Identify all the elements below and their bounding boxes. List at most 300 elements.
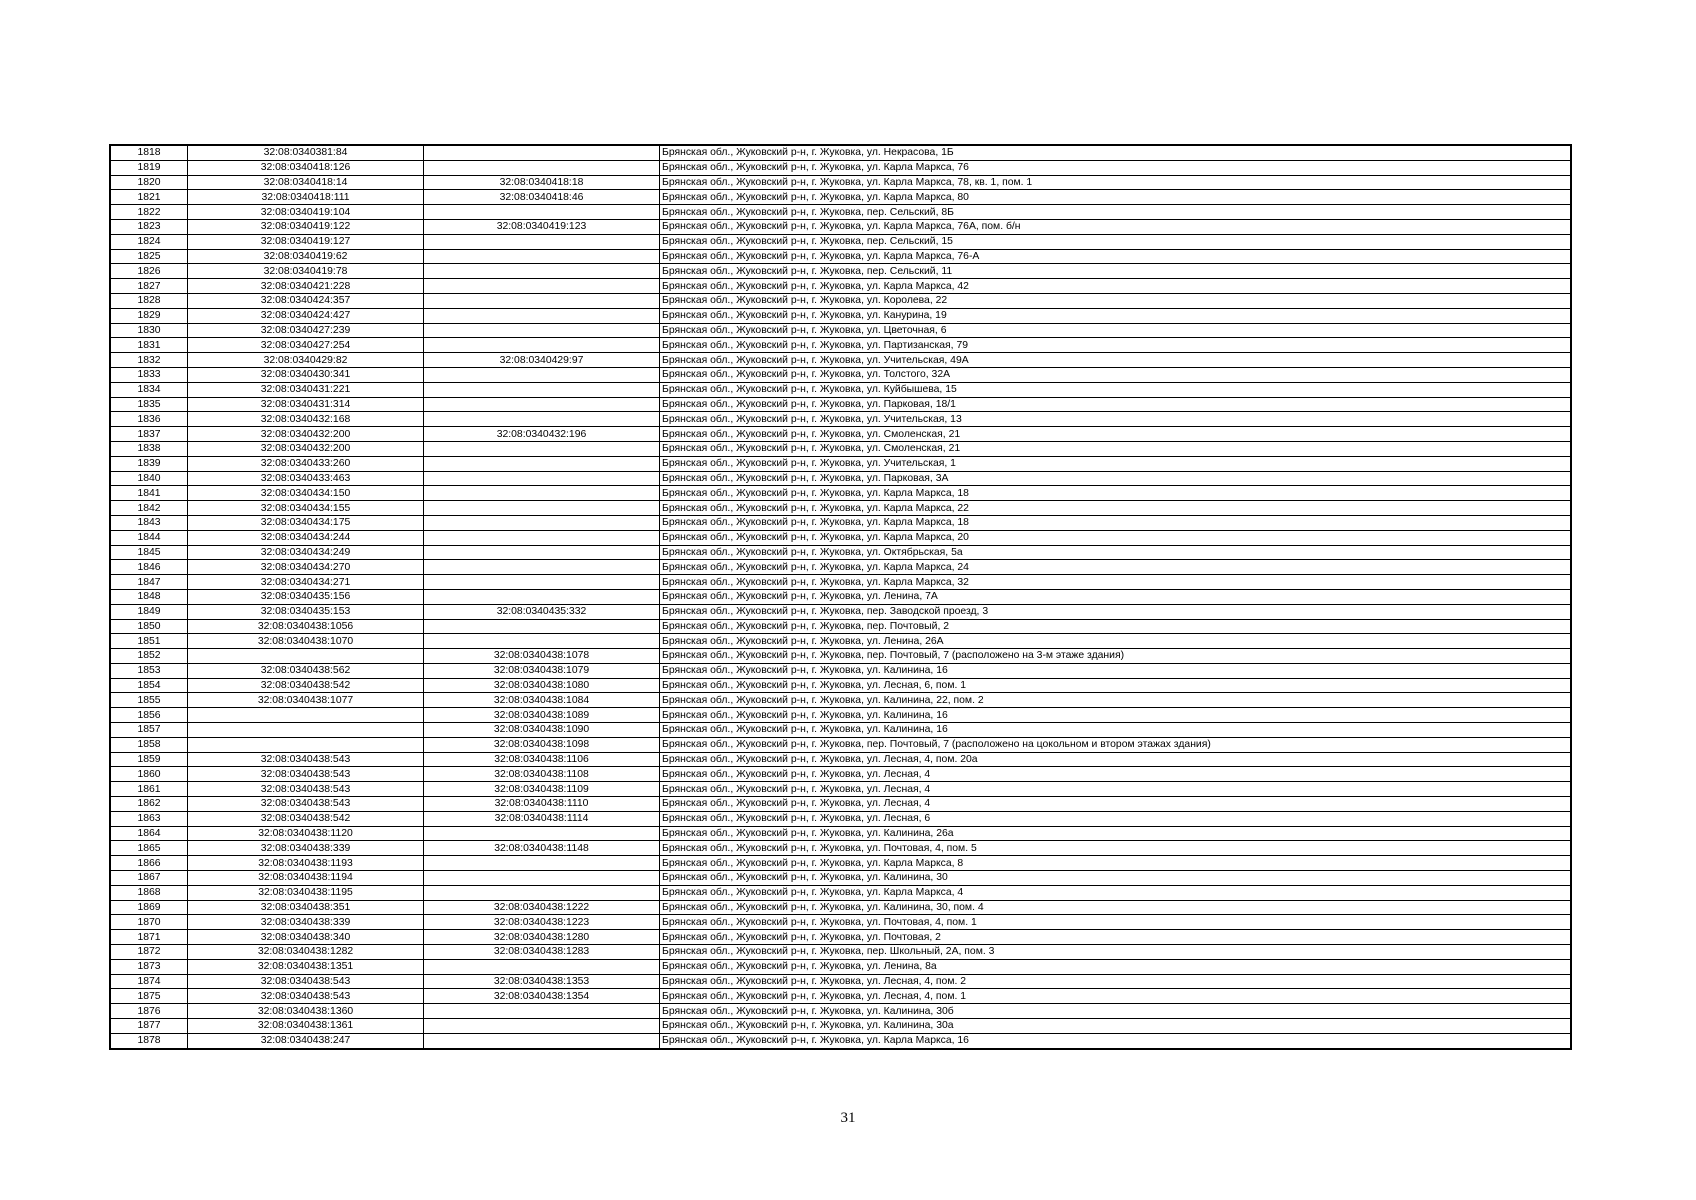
address-cell: Брянская обл., Жуковский р-н, г. Жуковка, ул. Карла Маркса, 18	[660, 515, 1572, 530]
row-number-cell: 1839	[110, 456, 188, 471]
address-cell: Брянская обл., Жуковский р-н, г. Жуковка, ул. Учительская, 1	[660, 456, 1572, 471]
table-row	[110, 974, 1571, 989]
row-number-cell: 1838	[110, 441, 188, 456]
object-cadastral-number-cell	[424, 234, 660, 249]
object-cadastral-number-cell	[424, 871, 660, 886]
address-cell: Брянская обл., Жуковский р-н, г. Жуковка, ул. Лесная, 4, пом. 1	[660, 989, 1572, 1004]
address-cell: Брянская обл., Жуковский р-н, г. Жуковка, пер. Почтовый, 7 (расположено на 3-м этаже здания)	[660, 649, 1572, 664]
address-cell: Брянская обл., Жуковский р-н, г. Жуковка, ул. Калинина, 26а	[660, 826, 1572, 841]
object-cadastral-number-cell: 32:08:0340429:97	[424, 353, 660, 368]
object-cadastral-number-cell: 32:08:0340438:1106	[424, 752, 660, 767]
address-cell: Брянская обл., Жуковский р-н, г. Жуковка, ул. Лесная, 6	[660, 811, 1572, 826]
row-number-cell: 1854	[110, 678, 188, 693]
table-row	[110, 545, 1571, 560]
land-cadastral-number-cell: 32:08:0340432:200	[188, 427, 424, 442]
object-cadastral-number-cell	[424, 471, 660, 486]
table-row	[110, 900, 1571, 915]
land-cadastral-number-cell: 32:08:0340434:270	[188, 560, 424, 575]
object-cadastral-number-cell	[424, 515, 660, 530]
land-cadastral-number-cell	[188, 708, 424, 723]
land-cadastral-number-cell: 32:08:0340438:1077	[188, 693, 424, 708]
row-number-cell: 1851	[110, 634, 188, 649]
object-cadastral-number-cell	[424, 589, 660, 604]
address-cell: Брянская обл., Жуковский р-н, г. Жуковка, ул. Некрасова, 1Б	[660, 145, 1572, 160]
land-cadastral-number-cell: 32:08:0340381:84	[188, 145, 424, 160]
address-cell: Брянская обл., Жуковский р-н, г. Жуковка, ул. Лесная, 4	[660, 782, 1572, 797]
row-number-cell: 1846	[110, 560, 188, 575]
land-cadastral-number-cell: 32:08:0340424:357	[188, 293, 424, 308]
land-cadastral-number-cell: 32:08:0340438:1361	[188, 1019, 424, 1034]
table-row	[110, 293, 1571, 308]
object-cadastral-number-cell	[424, 634, 660, 649]
table-row	[110, 945, 1571, 960]
address-cell: Брянская обл., Жуковский р-н, г. Жуковка, ул. Толстого, 32А	[660, 367, 1572, 382]
table-row	[110, 619, 1571, 634]
land-cadastral-number-cell: 32:08:0340438:542	[188, 678, 424, 693]
land-cadastral-number-cell: 32:08:0340438:339	[188, 841, 424, 856]
table-row	[110, 1004, 1571, 1019]
row-number-cell: 1862	[110, 797, 188, 812]
object-cadastral-number-cell: 32:08:0340438:1110	[424, 797, 660, 812]
address-cell: Брянская обл., Жуковский р-н, г. Жуковка, ул. Ленина, 7А	[660, 589, 1572, 604]
object-cadastral-number-cell	[424, 308, 660, 323]
address-cell: Брянская обл., Жуковский р-н, г. Жуковка, ул. Карла Маркса, 24	[660, 560, 1572, 575]
table-row	[110, 811, 1571, 826]
address-cell: Брянская обл., Жуковский р-н, г. Жуковка, пер. Сельский, 11	[660, 264, 1572, 279]
row-number-cell: 1868	[110, 885, 188, 900]
address-cell: Брянская обл., Жуковский р-н, г. Жуковка, ул. Карла Маркса, 78, кв. 1, пом. 1	[660, 175, 1572, 190]
row-number-cell: 1867	[110, 871, 188, 886]
object-cadastral-number-cell: 32:08:0340438:1114	[424, 811, 660, 826]
address-cell: Брянская обл., Жуковский р-н, г. Жуковка, ул. Королева, 22	[660, 293, 1572, 308]
land-cadastral-number-cell: 32:08:0340434:244	[188, 530, 424, 545]
address-cell: Брянская обл., Жуковский р-н, г. Жуковка, ул. Карла Маркса, 4	[660, 885, 1572, 900]
land-cadastral-number-cell: 32:08:0340438:1070	[188, 634, 424, 649]
land-cadastral-number-cell: 32:08:0340438:543	[188, 989, 424, 1004]
address-cell: Брянская обл., Жуковский р-н, г. Жуковка, ул. Канурина, 19	[660, 308, 1572, 323]
land-cadastral-number-cell: 32:08:0340438:1120	[188, 826, 424, 841]
object-cadastral-number-cell	[424, 441, 660, 456]
row-number-cell: 1874	[110, 974, 188, 989]
table-row	[110, 205, 1571, 220]
land-cadastral-number-cell: 32:08:0340418:14	[188, 175, 424, 190]
land-cadastral-number-cell: 32:08:0340438:247	[188, 1033, 424, 1048]
address-cell: Брянская обл., Жуковский р-н, г. Жуковка, ул. Карла Маркса, 8	[660, 856, 1572, 871]
land-cadastral-number-cell: 32:08:0340438:1360	[188, 1004, 424, 1019]
address-cell: Брянская обл., Жуковский р-н, г. Жуковка, ул. Октябрьская, 5а	[660, 545, 1572, 560]
object-cadastral-number-cell	[424, 501, 660, 516]
row-number-cell: 1856	[110, 708, 188, 723]
table-row	[110, 219, 1571, 234]
object-cadastral-number-cell: 32:08:0340438:1080	[424, 678, 660, 693]
row-number-cell: 1864	[110, 826, 188, 841]
table-row	[110, 589, 1571, 604]
row-number-cell: 1830	[110, 323, 188, 338]
address-cell: Брянская обл., Жуковский р-н, г. Жуковка, ул. Калинина, 16	[660, 708, 1572, 723]
address-cell: Брянская обл., Жуковский р-н, г. Жуковка, ул. Карла Маркса, 32	[660, 575, 1572, 590]
land-cadastral-number-cell: 32:08:0340419:122	[188, 219, 424, 234]
table-row	[110, 915, 1571, 930]
row-number-cell: 1870	[110, 915, 188, 930]
land-cadastral-number-cell: 32:08:0340430:341	[188, 367, 424, 382]
object-cadastral-number-cell	[424, 856, 660, 871]
land-cadastral-number-cell: 32:08:0340438:542	[188, 811, 424, 826]
table-row	[110, 145, 1571, 160]
row-number-cell: 1869	[110, 900, 188, 915]
table-row	[110, 604, 1571, 619]
address-cell: Брянская обл., Жуковский р-н, г. Жуковка, пер. Сельский, 15	[660, 234, 1572, 249]
land-cadastral-number-cell: 32:08:0340419:127	[188, 234, 424, 249]
address-cell: Брянская обл., Жуковский р-н, г. Жуковка, ул. Калинина, 16	[660, 723, 1572, 738]
object-cadastral-number-cell	[424, 397, 660, 412]
land-cadastral-number-cell: 32:08:0340438:340	[188, 930, 424, 945]
table-row	[110, 767, 1571, 782]
table-row	[110, 323, 1571, 338]
row-number-cell: 1836	[110, 412, 188, 427]
land-cadastral-number-cell: 32:08:0340438:1351	[188, 959, 424, 974]
table-row	[110, 382, 1571, 397]
table-row	[110, 353, 1571, 368]
address-cell: Брянская обл., Жуковский р-н, г. Жуковка, ул. Почтовая, 4, пом. 1	[660, 915, 1572, 930]
table-row	[110, 190, 1571, 205]
table-row	[110, 279, 1571, 294]
row-number-cell: 1819	[110, 160, 188, 175]
address-cell: Брянская обл., Жуковский р-н, г. Жуковка, ул. Почтовая, 2	[660, 930, 1572, 945]
land-cadastral-number-cell: 32:08:0340424:427	[188, 308, 424, 323]
row-number-cell: 1873	[110, 959, 188, 974]
land-cadastral-number-cell: 32:08:0340438:543	[188, 767, 424, 782]
land-cadastral-number-cell: 32:08:0340427:239	[188, 323, 424, 338]
row-number-cell: 1825	[110, 249, 188, 264]
land-cadastral-number-cell: 32:08:0340434:150	[188, 486, 424, 501]
row-number-cell: 1860	[110, 767, 188, 782]
address-cell: Брянская обл., Жуковский р-н, г. Жуковка, ул. Карла Маркса, 20	[660, 530, 1572, 545]
land-cadastral-number-cell: 32:08:0340433:260	[188, 456, 424, 471]
land-cadastral-number-cell: 32:08:0340438:1282	[188, 945, 424, 960]
object-cadastral-number-cell	[424, 619, 660, 634]
land-cadastral-number-cell: 32:08:0340434:249	[188, 545, 424, 560]
table-row	[110, 1033, 1571, 1048]
object-cadastral-number-cell	[424, 456, 660, 471]
object-cadastral-number-cell	[424, 145, 660, 160]
object-cadastral-number-cell	[424, 560, 660, 575]
address-cell: Брянская обл., Жуковский р-н, г. Жуковка, ул. Парковая, 3А	[660, 471, 1572, 486]
table-row	[110, 338, 1571, 353]
row-number-cell: 1872	[110, 945, 188, 960]
table-row	[110, 885, 1571, 900]
land-cadastral-number-cell: 32:08:0340421:228	[188, 279, 424, 294]
row-number-cell: 1855	[110, 693, 188, 708]
row-number-cell: 1853	[110, 663, 188, 678]
table-row	[110, 1019, 1571, 1034]
object-cadastral-number-cell: 32:08:0340438:1078	[424, 649, 660, 664]
table-row	[110, 308, 1571, 323]
land-cadastral-number-cell: 32:08:0340438:543	[188, 752, 424, 767]
row-number-cell: 1840	[110, 471, 188, 486]
address-cell: Брянская обл., Жуковский р-н, г. Жуковка, ул. Калинина, 30	[660, 871, 1572, 886]
table-row	[110, 663, 1571, 678]
land-cadastral-number-cell: 32:08:0340433:463	[188, 471, 424, 486]
land-cadastral-number-cell: 32:08:0340438:1194	[188, 871, 424, 886]
address-cell: Брянская обл., Жуковский р-н, г. Жуковка, пер. Школьный, 2А, пом. 3	[660, 945, 1572, 960]
object-cadastral-number-cell	[424, 205, 660, 220]
object-cadastral-number-cell: 32:08:0340438:1223	[424, 915, 660, 930]
row-number-cell: 1858	[110, 737, 188, 752]
table-row	[110, 856, 1571, 871]
object-cadastral-number-cell: 32:08:0340438:1079	[424, 663, 660, 678]
land-cadastral-number-cell: 32:08:0340418:126	[188, 160, 424, 175]
address-cell: Брянская обл., Жуковский р-н, г. Жуковка, ул. Смоленская, 21	[660, 427, 1572, 442]
object-cadastral-number-cell: 32:08:0340435:332	[424, 604, 660, 619]
table-row	[110, 841, 1571, 856]
land-cadastral-number-cell	[188, 723, 424, 738]
table-row	[110, 456, 1571, 471]
address-cell: Брянская обл., Жуковский р-н, г. Жуковка, ул. Карла Маркса, 76	[660, 160, 1572, 175]
object-cadastral-number-cell	[424, 293, 660, 308]
object-cadastral-number-cell: 32:08:0340438:1354	[424, 989, 660, 1004]
land-cadastral-number-cell: 32:08:0340431:221	[188, 382, 424, 397]
object-cadastral-number-cell	[424, 338, 660, 353]
row-number-cell: 1865	[110, 841, 188, 856]
table-row	[110, 723, 1571, 738]
object-cadastral-number-cell: 32:08:0340419:123	[424, 219, 660, 234]
table-row	[110, 530, 1571, 545]
land-cadastral-number-cell: 32:08:0340419:78	[188, 264, 424, 279]
object-cadastral-number-cell	[424, 1019, 660, 1034]
address-cell: Брянская обл., Жуковский р-н, г. Жуковка, ул. Карла Маркса, 18	[660, 486, 1572, 501]
row-number-cell: 1847	[110, 575, 188, 590]
address-cell: Брянская обл., Жуковский р-н, г. Жуковка, ул. Партизанская, 79	[660, 338, 1572, 353]
table-row	[110, 560, 1571, 575]
object-cadastral-number-cell: 32:08:0340438:1148	[424, 841, 660, 856]
land-cadastral-number-cell: 32:08:0340438:543	[188, 782, 424, 797]
page-number: 31	[840, 1110, 856, 1126]
row-number-cell: 1841	[110, 486, 188, 501]
row-number-cell: 1821	[110, 190, 188, 205]
row-number-cell: 1877	[110, 1019, 188, 1034]
row-number-cell: 1820	[110, 175, 188, 190]
address-cell: Брянская обл., Жуковский р-н, г. Жуковка, ул. Калинина, 30, пом. 4	[660, 900, 1572, 915]
address-cell: Брянская обл., Жуковский р-н, г. Жуковка, ул. Лесная, 4, пом. 20а	[660, 752, 1572, 767]
table-row	[110, 249, 1571, 264]
row-number-cell: 1875	[110, 989, 188, 1004]
row-number-cell: 1834	[110, 382, 188, 397]
object-cadastral-number-cell	[424, 530, 660, 545]
address-cell: Брянская обл., Жуковский р-н, г. Жуковка, пер. Заводской проезд, 3	[660, 604, 1572, 619]
land-cadastral-number-cell: 32:08:0340438:1056	[188, 619, 424, 634]
land-cadastral-number-cell: 32:08:0340432:200	[188, 441, 424, 456]
row-number-cell: 1876	[110, 1004, 188, 1019]
address-cell: Брянская обл., Жуковский р-н, г. Жуковка, ул. Смоленская, 21	[660, 441, 1572, 456]
land-cadastral-number-cell: 32:08:0340432:168	[188, 412, 424, 427]
row-number-cell: 1859	[110, 752, 188, 767]
table-row	[110, 693, 1571, 708]
object-cadastral-number-cell	[424, 367, 660, 382]
address-cell: Брянская обл., Жуковский р-н, г. Жуковка, ул. Калинина, 30б	[660, 1004, 1572, 1019]
land-cadastral-number-cell	[188, 649, 424, 664]
land-cadastral-number-cell: 32:08:0340438:1193	[188, 856, 424, 871]
object-cadastral-number-cell	[424, 826, 660, 841]
row-number-cell: 1863	[110, 811, 188, 826]
table-row	[110, 486, 1571, 501]
land-cadastral-number-cell: 32:08:0340438:351	[188, 900, 424, 915]
row-number-cell: 1849	[110, 604, 188, 619]
table-row	[110, 737, 1571, 752]
object-cadastral-number-cell	[424, 545, 660, 560]
row-number-cell: 1833	[110, 367, 188, 382]
row-number-cell: 1842	[110, 501, 188, 516]
address-cell: Брянская обл., Жуковский р-н, г. Жуковка, ул. Ленина, 26А	[660, 634, 1572, 649]
land-cadastral-number-cell: 32:08:0340418:111	[188, 190, 424, 205]
row-number-cell: 1826	[110, 264, 188, 279]
address-cell: Брянская обл., Жуковский р-н, г. Жуковка, ул. Калинина, 22, пом. 2	[660, 693, 1572, 708]
address-cell: Брянская обл., Жуковский р-н, г. Жуковка, ул. Учительская, 49А	[660, 353, 1572, 368]
land-cadastral-number-cell: 32:08:0340434:271	[188, 575, 424, 590]
table-row	[110, 871, 1571, 886]
table-row	[110, 441, 1571, 456]
table-row	[110, 501, 1571, 516]
address-cell: Брянская обл., Жуковский р-н, г. Жуковка, ул. Калинина, 16	[660, 663, 1572, 678]
address-cell: Брянская обл., Жуковский р-н, г. Жуковка, ул. Калинина, 30а	[660, 1019, 1572, 1034]
object-cadastral-number-cell: 32:08:0340418:18	[424, 175, 660, 190]
address-cell: Брянская обл., Жуковский р-н, г. Жуковка, ул. Почтовая, 4, пом. 5	[660, 841, 1572, 856]
address-cell: Брянская обл., Жуковский р-н, г. Жуковка, ул. Карла Маркса, 22	[660, 501, 1572, 516]
row-number-cell: 1866	[110, 856, 188, 871]
address-cell: Брянская обл., Жуковский р-н, г. Жуковка, ул. Лесная, 6, пом. 1	[660, 678, 1572, 693]
row-number-cell: 1831	[110, 338, 188, 353]
table-row	[110, 264, 1571, 279]
object-cadastral-number-cell	[424, 959, 660, 974]
address-cell: Брянская обл., Жуковский р-н, г. Жуковка, пер. Почтовый, 2	[660, 619, 1572, 634]
row-number-cell: 1878	[110, 1033, 188, 1048]
table-row	[110, 397, 1571, 412]
row-number-cell: 1827	[110, 279, 188, 294]
land-cadastral-number-cell: 32:08:0340434:155	[188, 501, 424, 516]
data-table	[109, 144, 1572, 1050]
land-cadastral-number-cell: 32:08:0340438:1195	[188, 885, 424, 900]
object-cadastral-number-cell	[424, 249, 660, 264]
land-cadastral-number-cell: 32:08:0340427:254	[188, 338, 424, 353]
table-row	[110, 234, 1571, 249]
object-cadastral-number-cell	[424, 279, 660, 294]
row-number-cell: 1850	[110, 619, 188, 634]
object-cadastral-number-cell: 32:08:0340438:1353	[424, 974, 660, 989]
land-cadastral-number-cell: 32:08:0340419:104	[188, 205, 424, 220]
row-number-cell: 1822	[110, 205, 188, 220]
land-cadastral-number-cell: 32:08:0340438:339	[188, 915, 424, 930]
table-row	[110, 797, 1571, 812]
land-cadastral-number-cell: 32:08:0340429:82	[188, 353, 424, 368]
table-row	[110, 989, 1571, 1004]
land-cadastral-number-cell: 32:08:0340419:62	[188, 249, 424, 264]
address-cell: Брянская обл., Жуковский р-н, г. Жуковка, ул. Цветочная, 6	[660, 323, 1572, 338]
row-number-cell: 1861	[110, 782, 188, 797]
table-row	[110, 930, 1571, 945]
row-number-cell: 1852	[110, 649, 188, 664]
address-cell: Брянская обл., Жуковский р-н, г. Жуковка, пер. Почтовый, 7 (расположено на цокольном и втором этажах здания)	[660, 737, 1572, 752]
object-cadastral-number-cell	[424, 264, 660, 279]
address-cell: Брянская обл., Жуковский р-н, г. Жуковка, ул. Ленина, 8а	[660, 959, 1572, 974]
address-cell: Брянская обл., Жуковский р-н, г. Жуковка, ул. Лесная, 4, пом. 2	[660, 974, 1572, 989]
table-row	[110, 160, 1571, 175]
object-cadastral-number-cell: 32:08:0340438:1089	[424, 708, 660, 723]
table-row	[110, 412, 1571, 427]
object-cadastral-number-cell	[424, 160, 660, 175]
object-cadastral-number-cell: 32:08:0340438:1098	[424, 737, 660, 752]
row-number-cell: 1818	[110, 145, 188, 160]
table-row	[110, 367, 1571, 382]
land-cadastral-number-cell: 32:08:0340438:543	[188, 974, 424, 989]
address-cell: Брянская обл., Жуковский р-н, г. Жуковка, ул. Лесная, 4	[660, 767, 1572, 782]
table-row	[110, 634, 1571, 649]
object-cadastral-number-cell: 32:08:0340438:1084	[424, 693, 660, 708]
object-cadastral-number-cell: 32:08:0340432:196	[424, 427, 660, 442]
object-cadastral-number-cell: 32:08:0340418:46	[424, 190, 660, 205]
object-cadastral-number-cell: 32:08:0340438:1280	[424, 930, 660, 945]
object-cadastral-number-cell: 32:08:0340438:1222	[424, 900, 660, 915]
table-row	[110, 678, 1571, 693]
row-number-cell: 1824	[110, 234, 188, 249]
row-number-cell: 1828	[110, 293, 188, 308]
table-body	[110, 145, 1571, 1049]
object-cadastral-number-cell	[424, 1004, 660, 1019]
table-row	[110, 708, 1571, 723]
object-cadastral-number-cell	[424, 885, 660, 900]
object-cadastral-number-cell	[424, 575, 660, 590]
object-cadastral-number-cell	[424, 486, 660, 501]
address-cell: Брянская обл., Жуковский р-н, г. Жуковка, ул. Карла Маркса, 76А, пом. б/н	[660, 219, 1572, 234]
table-row	[110, 752, 1571, 767]
address-cell: Брянская обл., Жуковский р-н, г. Жуковка, ул. Лесная, 4	[660, 797, 1572, 812]
object-cadastral-number-cell	[424, 323, 660, 338]
object-cadastral-number-cell: 32:08:0340438:1283	[424, 945, 660, 960]
row-number-cell: 1837	[110, 427, 188, 442]
row-number-cell: 1835	[110, 397, 188, 412]
address-cell: Брянская обл., Жуковский р-н, г. Жуковка, ул. Парковая, 18/1	[660, 397, 1572, 412]
row-number-cell: 1823	[110, 219, 188, 234]
land-cadastral-number-cell: 32:08:0340431:314	[188, 397, 424, 412]
row-number-cell: 1857	[110, 723, 188, 738]
row-number-cell: 1845	[110, 545, 188, 560]
address-cell: Брянская обл., Жуковский р-н, г. Жуковка, ул. Карла Маркса, 76-А	[660, 249, 1572, 264]
table-row	[110, 826, 1571, 841]
land-cadastral-number-cell: 32:08:0340438:543	[188, 797, 424, 812]
table-row	[110, 782, 1571, 797]
address-cell: Брянская обл., Жуковский р-н, г. Жуковка, ул. Карла Маркса, 80	[660, 190, 1572, 205]
object-cadastral-number-cell: 32:08:0340438:1108	[424, 767, 660, 782]
table-row	[110, 515, 1571, 530]
table-row	[110, 175, 1571, 190]
object-cadastral-number-cell	[424, 1033, 660, 1048]
object-cadastral-number-cell	[424, 412, 660, 427]
table-row	[110, 471, 1571, 486]
address-cell: Брянская обл., Жуковский р-н, г. Жуковка, пер. Сельский, 8Б	[660, 205, 1572, 220]
object-cadastral-number-cell	[424, 382, 660, 397]
address-cell: Брянская обл., Жуковский р-н, г. Жуковка, ул. Карла Маркса, 42	[660, 279, 1572, 294]
table-row	[110, 575, 1571, 590]
object-cadastral-number-cell: 32:08:0340438:1109	[424, 782, 660, 797]
row-number-cell: 1829	[110, 308, 188, 323]
row-number-cell: 1848	[110, 589, 188, 604]
land-cadastral-number-cell: 32:08:0340438:562	[188, 663, 424, 678]
table-row	[110, 959, 1571, 974]
land-cadastral-number-cell: 32:08:0340435:156	[188, 589, 424, 604]
land-cadastral-number-cell: 32:08:0340434:175	[188, 515, 424, 530]
land-cadastral-number-cell	[188, 737, 424, 752]
table-row	[110, 427, 1571, 442]
address-cell: Брянская обл., Жуковский р-н, г. Жуковка, ул. Карла Маркса, 16	[660, 1033, 1572, 1048]
land-cadastral-number-cell: 32:08:0340435:153	[188, 604, 424, 619]
